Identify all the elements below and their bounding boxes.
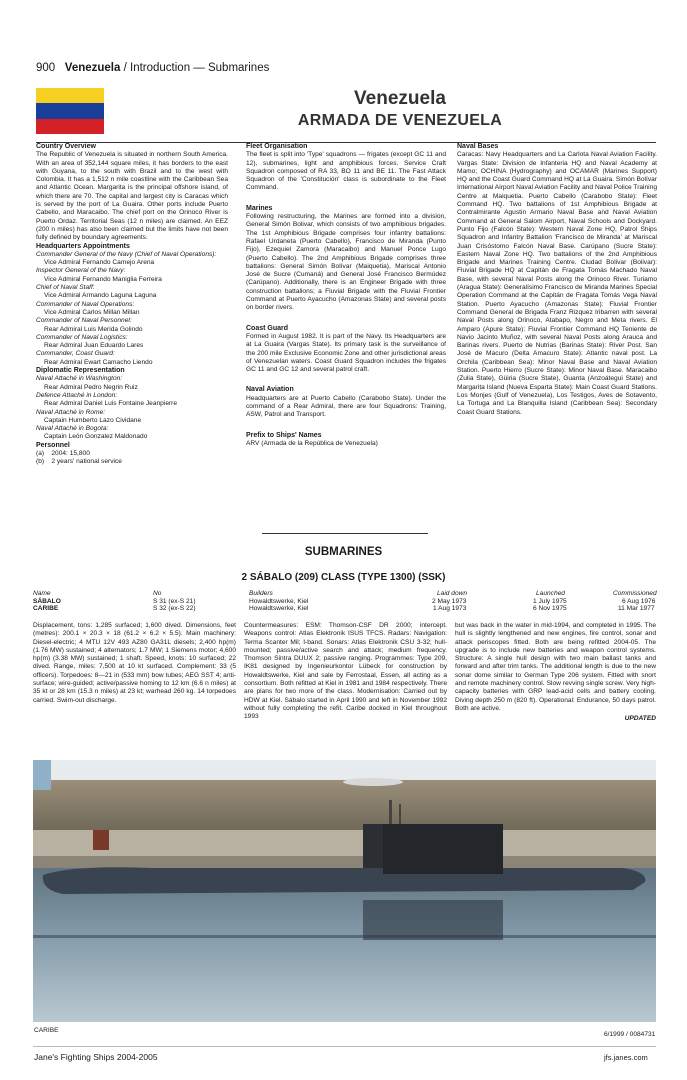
ship-commissioned: 6 Aug 1976 xyxy=(622,597,656,605)
dip-role: Naval Attaché in Bogota: xyxy=(36,425,109,433)
dip-name: Rear Admiral Pedro Negrin Ruiz xyxy=(44,383,138,391)
marines-text: Following restructuring, the Marines are formed into a division, General Simón Bolivar, which consists of two amphibious brigades. The 1st Amphibious Brigade comprises four infantry battalions: Rafael Urdaneta (Puerto Cabello), Francisco de Miranda (Punto Fijo), Ezequiel Zamora (Maracaibo) and Manuel Ponce Lugo (Puerto Cabello). The 2nd Amphibious Brigade comprises three battalions: General Simón Bolívar (Maiquetia), Mariscal Antonio José de Sucre (Cumaná) and General José Francisco Bermúdez (Carúpano). Additionally, there is an Engineer Brigade with three construction battalions; a Fluvial Brigade with the Fluvial Frontier Command at Puerto Ayacucho (Amazonas State) and several posts on border rivers. xyxy=(246,213,446,312)
aviation-heading: Naval Aviation xyxy=(246,386,294,394)
specs-column-3 xyxy=(455,622,656,724)
hq-role: Commander of Naval Logistics: xyxy=(36,333,128,341)
th-launched: Launched xyxy=(536,590,565,597)
personnel-item xyxy=(36,458,228,466)
specs-column-3-text: but was back in the water in mid-1994, and completed in 1995. The hull is slightly lengthened and new engines, fire control, sonar and attack periscopes fitted. Both are being refitted 2004-05. The upgrade is to include new batteries and weapon control systems. Structure: A single hull design with two main ballast tanks and forward and after trim tanks. The additional length is due to the new sonar dome similar to German Type 206 system. Fitted with snort and remote machinery control. Slow revving single screw. Very high-capacity batteries with GRP lead-acid cells and battery cooling. Diving depth 250 m (820 ft). Operational: Endurance, 50 days patrol. Both are active. xyxy=(455,622,656,712)
naval-bases-heading: Naval Bases xyxy=(457,143,499,150)
ship-builder: Howaldtswerke, Kiel xyxy=(249,597,309,605)
page-number: 900 xyxy=(36,62,56,74)
footer-publication: Jane's Fighting Ships 2004-2005 xyxy=(34,1052,158,1062)
hq-list xyxy=(36,251,228,367)
th-laid-down: Laid down xyxy=(437,590,468,597)
column-2 xyxy=(246,143,446,448)
hq-name: Rear Admiral Luis Merida Golindo xyxy=(44,325,143,333)
table-row xyxy=(33,605,656,613)
hq-name: Vice Admiral Carlos Millan Millan xyxy=(44,308,140,316)
header-section: / Introduction — Submarines xyxy=(123,62,270,74)
coast-guard-text: Formed in August 1982. It is part of the Navy. Its Headquarters are at La Guaira (Vargas State). Its primary task is the surveillance of the 200 mile Exclusive Economic Zone and other jurisdictional areas of Venezuelan waters. Coast Guard Squadron includes the frigates GC 11 and GC 12 and several patrol craft. xyxy=(246,332,446,374)
hq-name: Vice Admiral Fernando Camejo Arena xyxy=(44,259,155,267)
table-header-row xyxy=(33,590,656,598)
fleet-heading: Fleet Organisation xyxy=(246,143,308,150)
th-name: Name xyxy=(33,590,51,597)
dip-name: Captain Humberto Lazo Cividane xyxy=(44,416,142,424)
page-header xyxy=(36,62,269,74)
submarine-photo xyxy=(33,760,656,1022)
venezuela-flag-icon xyxy=(36,88,104,134)
ship-number: S 32 (ex-S 22) xyxy=(153,605,196,613)
ship-builder: Howaldtswerke, Kiel xyxy=(249,605,309,613)
divider xyxy=(33,1046,656,1047)
hq-role: Commander of Naval Personnel: xyxy=(36,317,132,325)
dip-name: Rear Admiral Daniel Luis Fontaine Jeanpierre xyxy=(44,400,178,408)
column-3 xyxy=(457,143,657,417)
updated-tag: UPDATED xyxy=(624,715,656,723)
submarine-photo-image xyxy=(33,760,656,1022)
personnel-item xyxy=(36,450,228,458)
personnel-key: (a) xyxy=(36,449,45,457)
country-overview-heading: Country Overview xyxy=(36,143,96,150)
dip-role: Naval Attaché in Rome: xyxy=(36,408,106,416)
page-subtitle: ARMADA DE VENEZUELA xyxy=(297,112,503,129)
hq-name: Vice Admiral Fernando Maniglia Ferreira xyxy=(44,275,162,283)
ship-laid-down: 1 Aug 1973 xyxy=(433,605,467,613)
th-no: No xyxy=(153,590,162,597)
divider xyxy=(262,533,428,534)
specs-column-1: Displacement, tons: 1,285 surfaced; 1,600 dived. Dimensions, feet (metres): 200.1 × 20.3 × 18 (61.2 × 6.2 × 5.5). Main machinery: Diesel-electric; 4 MTU 12V 493 AZ80 GA31L diesels; 2,400 hp(m) (1.76 MW) sustained; 4 alternators; 1.7 MW; 1 Siemens motor; 4,600 hp(m) (3.38 MW) sustained; 1 shaft. Speed, knots: 10 surfaced; 22 dived. Range, miles: 7,500 at 10 kt surfaced. Complement: 33 (5 officers). Torpedoes: 8—21 in (533 mm) bow tubes; AEG SST 4; anti-surface; wire-guided; active/passive homing to 12 km (6.6 n miles) at 35 kt or 28 km (15.3 n miles) at 23 kt; warhead 260 kg. 14 torpedoes carried. Swim-out discharge. xyxy=(33,622,236,704)
hq-name: Vice Admiral Armando Laguna Laguna xyxy=(44,292,157,300)
column-1 xyxy=(36,143,228,467)
ship-table xyxy=(33,590,656,613)
naval-bases-text: Caracas: Navy Headquarters and La Carlota Naval Aviation Facility. Vargas State: Division de Infanteria HQ and Naval Academy at Mamo; OCHINA (Hydrography) and OCAMAR (Marines Support) HQ and the Coast Guard Command HQ at La Guaira. Simón Bolívar International Airport Naval Aviation Facility and Naval Police Training Centre at Maiquetia. Puerto Cabello (Carabobo State): Fleet Command HQ. Two battalions of 1st Amphibious Brigade at Contralmirante Agustin Armario Naval Base and Naval Aviation Command at General Salom Airport, Naval Schools and Dockyard. Punto Fijo (Falcón State): Western Naval Zone HQ, Patrol Ships Squadron and Infantry Battalion 'Francisco de Miranda' at Mariscal Juan Crisóstomo Falcón Naval Base. Carúpano (Sucre State): Eastern Naval Zone HQ. Two battalions of the 2nd Amphibious Brigade and Marines Training Centre. Ciudad Bolivar (Bolivar): Fluvial Brigade HQ at Capitán de Fragata Tomás Machado Naval Base, with several Naval Posts along the Orinoco River. Turiamo (Aragua State): Generalísimo Francisco de Miranda Marines Special Operation Command at the Capitán de Fragata Tomás Vega Naval Station. Puerto Ayacucho (Amazonas State): Fluvial Frontier Command General de Brigada Franz Rizquez Iribarren with several Naval Posts along Orinoco, Atabapo, Negro and Meta rivers. El Amparo (Apure State): Fluvial Frontier Command HQ Teniente de Navio Jacinto Muñoz, with several Naval Posts along Arauca and Barinas rivers. Puerto de Nutrias (Barinas State): River Post. San José de Macuro (Delta Amacuro State): Atlantic naval post. La Orchila (Caribbean Sea): Minor Naval Base and Naval Aviation Station. Puerto Hierro (Sucre State): Minor Naval Base. Maracaibo (Zulia State), Güiria (Sucre State), Guanta (Anzoátegui State) and Margarita Island (Nueva Esparta State): Main Coast Guard Stations. Los Monjes (Gulf of Venezuela), Los Testigos, Aves de Sotavento, La Tortuga and La Blanquilla Island (Caribbean Sea): Secondary Coast Guard Stations. xyxy=(457,151,657,416)
photo-caption: CARIBE xyxy=(34,1027,59,1034)
personnel-value: 2004: 15,800 xyxy=(51,449,90,457)
submarines-heading: SUBMARINES xyxy=(304,546,383,558)
diplomatic-list xyxy=(36,375,228,441)
ship-name: CARIBE xyxy=(33,605,59,613)
hq-name: Rear Admiral Juan Eduardo Lares xyxy=(44,342,144,350)
marines-heading: Marines xyxy=(246,204,273,212)
diplomatic-heading: Diplomatic Representation xyxy=(36,367,125,375)
header-country: Venezuela xyxy=(64,62,121,74)
coast-guard-heading: Coast Guard xyxy=(246,324,289,332)
hq-name: Rear Admiral Ewart Camacho Liendo xyxy=(44,358,153,366)
photo-id: 6/1999 / 0084731 xyxy=(604,1031,656,1038)
country-overview-text: The Republic of Venezuela is situated in northern South America. With an area of 352,144 square miles, it has borders to the east with Guyana, to the south with Brazil and to the west with Colombia. It has a 1,512 n mile coastline with the Caribbean Sea and Atlantic Ocean. Margarita is the principal offshore island, of which there are 70. The capital and largest city is Caracas which is served by the port of La Guaira. Other ports include Puerto Cabello, and Maracaibo. The chief port on the Orinoco River is Puerto Ordaz. Territorial Seas (12 n miles) are claimed. An EEZ (200 n miles) has also been claimed but the limits have not been fully defined by boundary agreements. xyxy=(36,151,228,242)
th-commissioned: Commissioned xyxy=(613,590,657,597)
ship-name: SÁBALO xyxy=(33,597,61,605)
prefix-text: ARV (Armada de la República de Venezuela) xyxy=(246,439,378,447)
dip-role: Naval Attaché in Washington: xyxy=(36,375,123,383)
dip-name: Captain León Gonzalez Maldonado xyxy=(44,433,148,441)
fleet-text: The fleet is split into 'Type' squadrons — frigates (except GC 11 and 12), submarines, light and amphibious forces. Service Craft Squadron composed of RA 33, BO 11 and BE 11. The Fast Attack Squadron of the 'Constitución' class is subordinate to the Fleet Command. xyxy=(246,151,446,192)
ship-laid-down: 2 May 1973 xyxy=(432,597,467,605)
hq-role: Commander of Naval Operations: xyxy=(36,300,135,308)
personnel-key: (b) xyxy=(36,458,45,466)
th-builders: Builders xyxy=(249,590,273,597)
hq-role: Commander General of the Navy (Chief of Naval Operations): xyxy=(36,250,217,258)
footer-website: jfs.janes.com xyxy=(604,1053,648,1062)
ship-launched: 1 July 1975 xyxy=(533,597,567,605)
aviation-text: Headquarters are at Puerto Cabello (Carabobo State). Under the command of a Rear Admiral, there are four Squadrons: Training, ASW, Patrol and Transport. xyxy=(246,394,446,419)
ship-commissioned: 11 Mar 1977 xyxy=(618,605,655,613)
specs-column-2: Countermeasures: ESM: Thomson-CSF DR 2000; intercept. Weapons control: Atlas Elektronik ISUS TFCS. Radars: Navigation: Terma Scanter Mil; I-band. Sonars: Atlas Elektronik CSU 3-32; hull-mounted; passive/active search and attack; medium frequency. Thomson Sintra DUUX 2; passive ranging. Programmes: Type 209, IK81 designed by Ingenieurkontor Lübeck for construction by Howaldtswerke, Kiel and sale by Ferrostaal, Essen, all acting as a consortium. Both refitted at Kiel in 1981 and 1984 respectively. There are plans for two more of the class. Modernisation: Carried out by HDW at Kiel. Sábalo started in April 1990 and left in November 1992 without fully completing the refit. Caribe docked in Kiel throughout 1993 xyxy=(244,622,447,721)
hq-role: Commander, Coast Guard: xyxy=(36,350,115,358)
ship-launched: 6 Nov 1975 xyxy=(533,605,567,613)
prefix-heading: Prefix to Ships' Names xyxy=(246,431,322,439)
hq-role: Inspector General of the Navy: xyxy=(36,267,126,275)
dip-role: Defence Attaché in London: xyxy=(36,391,118,399)
personnel-heading: Personnel xyxy=(36,441,70,449)
class-heading: 2 SÁBALO (209) CLASS (TYPE 1300) (SSK) xyxy=(241,572,446,583)
table-row xyxy=(33,598,656,606)
hq-heading: Headquarters Appointments xyxy=(36,242,130,250)
ship-number: S 31 (ex-S 21) xyxy=(153,597,196,605)
page-title: Venezuela xyxy=(354,88,446,109)
personnel-value: 2 years' national service xyxy=(51,458,122,466)
hq-role: Chief of Naval Staff: xyxy=(36,284,95,292)
